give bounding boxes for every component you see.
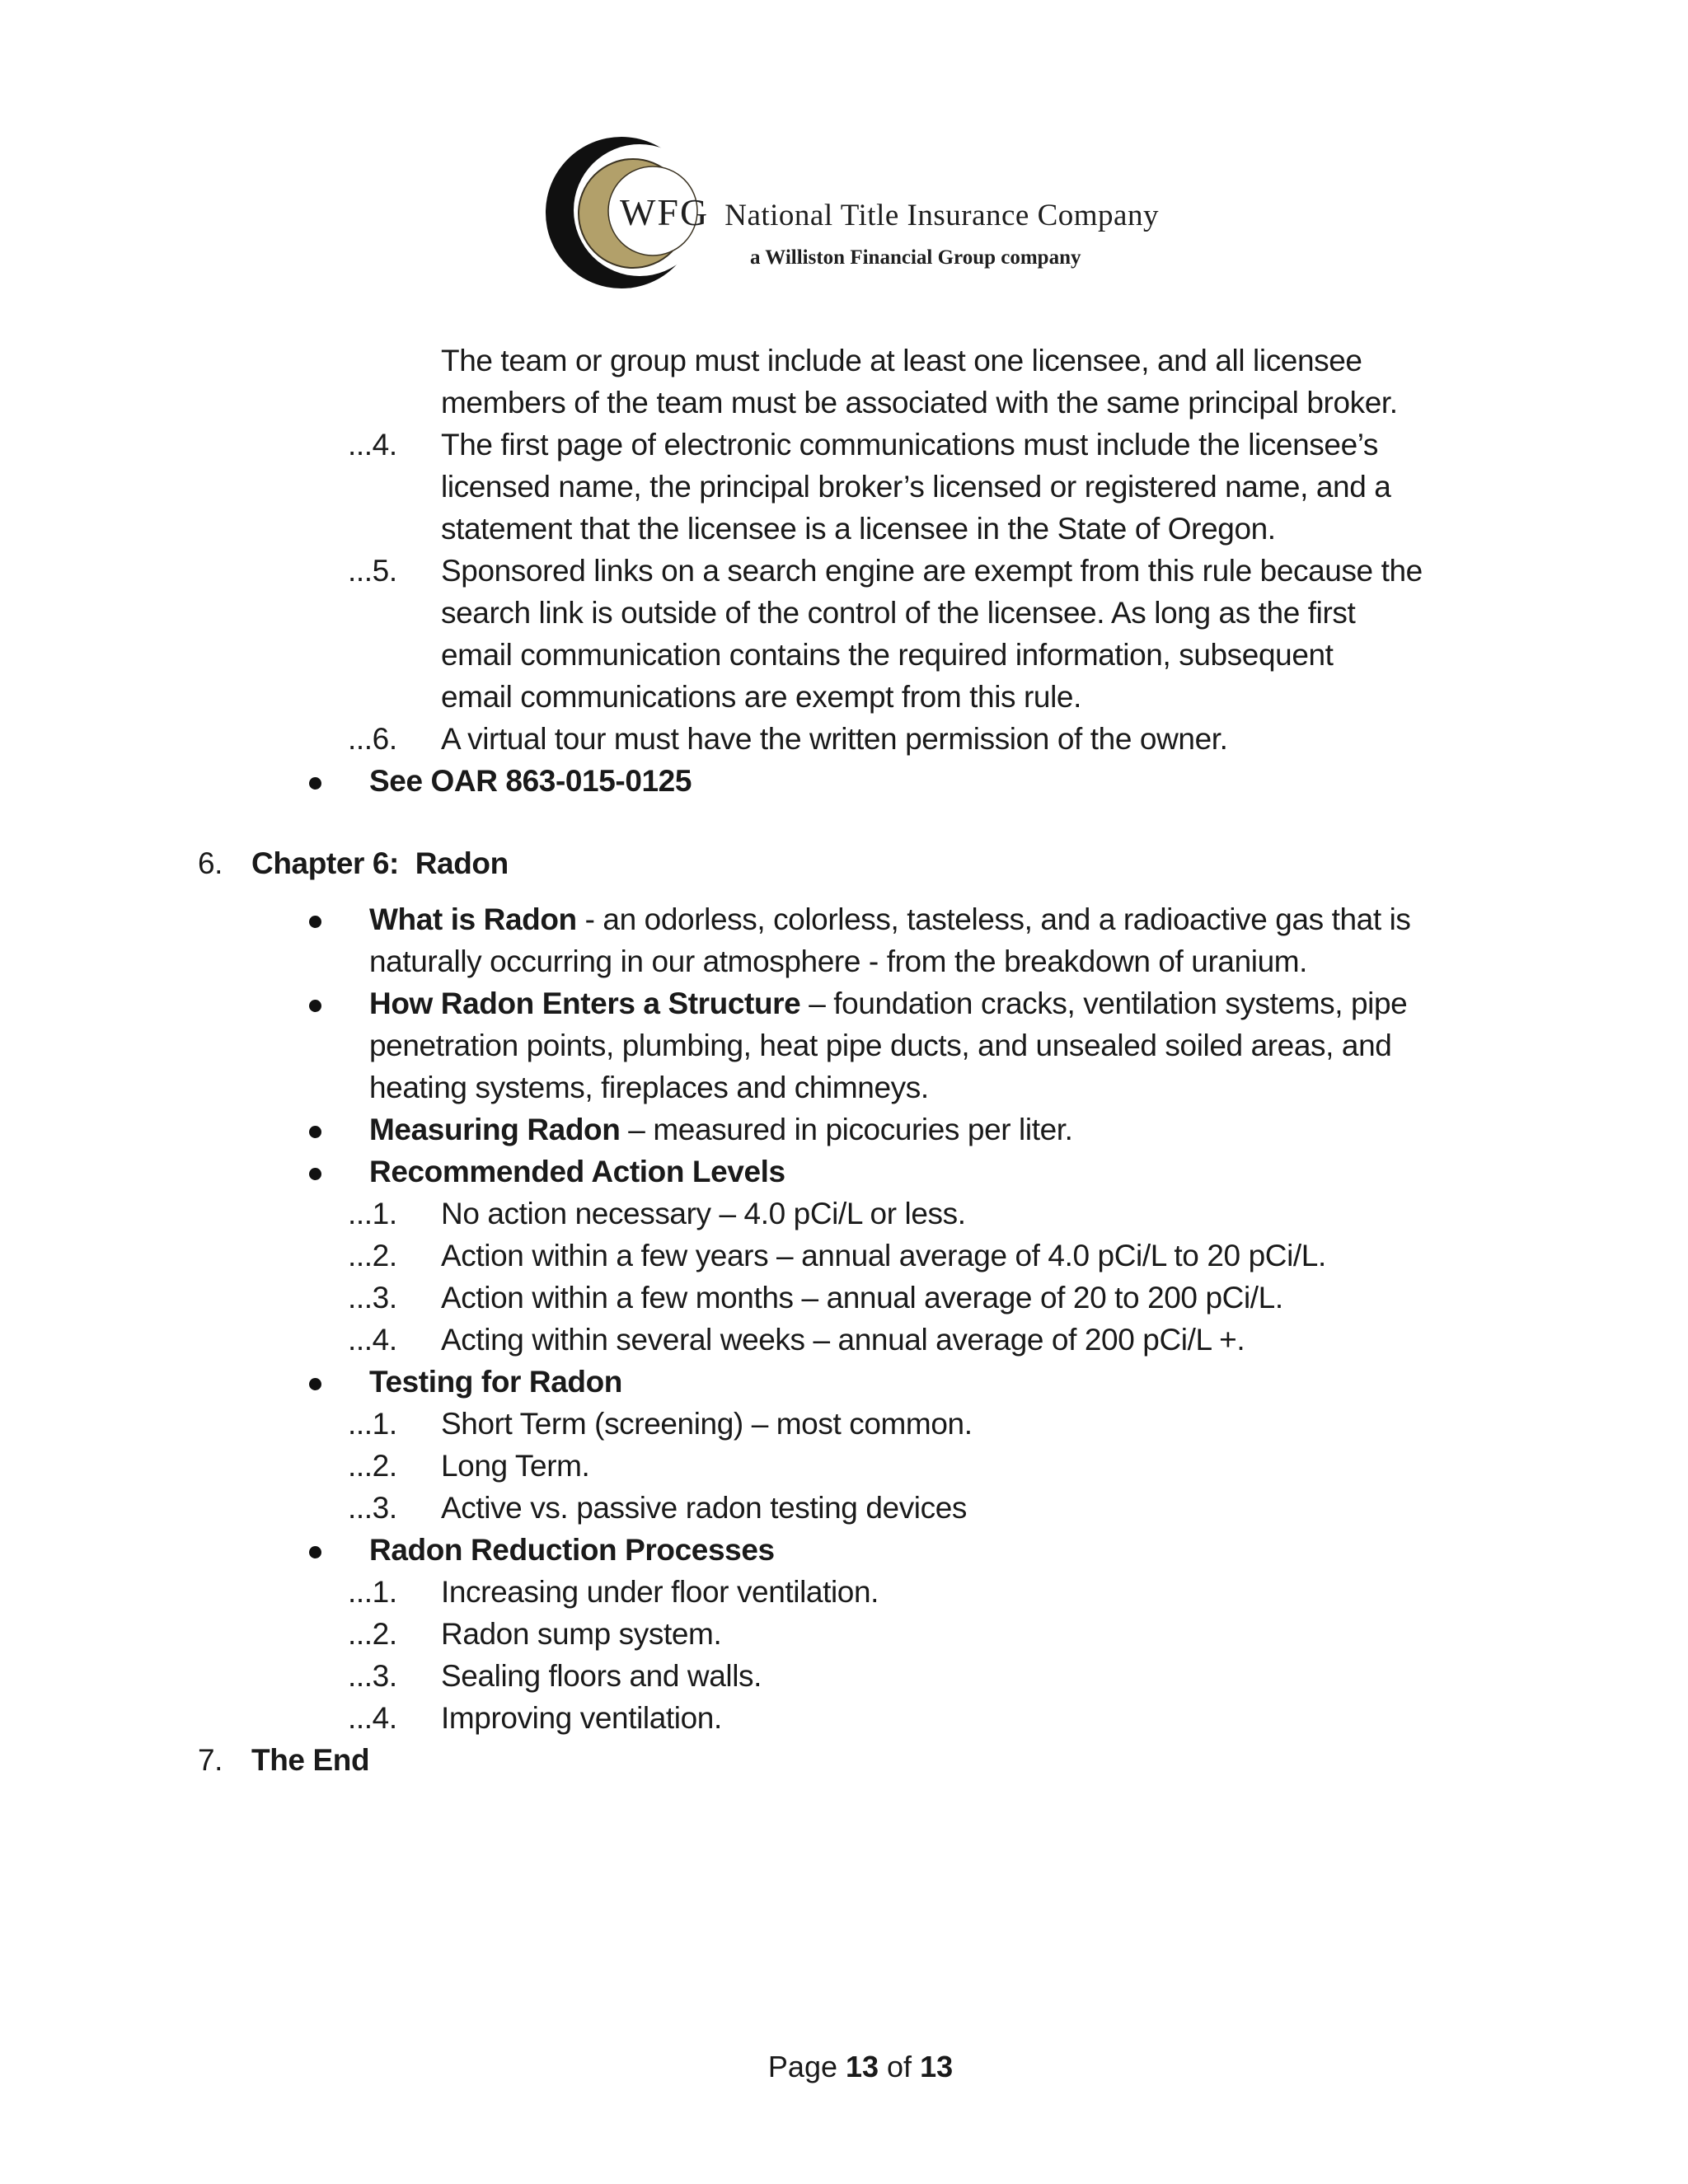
bullet-item [0,898,1688,940]
line-text: The team or group must include at least one licensee, and all licensee [441,344,1362,377]
numbered-item [0,424,1688,466]
item-number: ...2. [348,1449,397,1483]
bullet-icon [309,777,321,790]
wrapped-line [0,508,1688,550]
wrapped-line [0,382,1688,424]
line-text: How Radon Enters a Structure – foundation cracks, ventilation systems, pipe [369,987,1408,1020]
numbered-item [0,1655,1688,1697]
line-text: licensed name, the principal broker’s licensed or registered name, and a [441,470,1391,504]
footer-page-label: Page [767,2050,846,2083]
line-text: naturally occurring in our atmosphere - from the breakdown of uranium. [369,944,1308,978]
line-text: Acting within several weeks – annual average of 200 pCi/L +. [441,1323,1245,1357]
line-text: heating systems, fireplaces and chimneys. [369,1071,929,1104]
line-text: search link is outside of the control of the licensee. As long as the first [441,596,1356,630]
line-text: Increasing under floor ventilation. [441,1575,879,1609]
line-text: Radon sump system. [441,1617,722,1651]
chapter-title: Chapter 6: Radon [251,846,509,880]
line-text: penetration points, plumbing, heat pipe ducts, and unsealed soiled areas, and [369,1029,1392,1062]
numbered-item [0,1403,1688,1445]
numbered-item [0,1613,1688,1655]
item-number: ...6. [348,722,397,756]
line-text: Sealing floors and walls. [441,1659,762,1693]
item-number: ...4. [348,428,397,462]
line-text: What is Radon - an odorless, colorless, tasteless, and a radioactive gas that is [369,902,1411,936]
numbered-item [0,1277,1688,1319]
footer-of-label: of [879,2050,921,2083]
line-text: A virtual tour must have the written permission of the owner. [441,722,1228,756]
logo-text [620,191,1159,233]
wrapped-line [0,340,1688,382]
logo-company-name: National Title Insurance Company [724,199,1159,232]
page-footer [0,2013,1688,2121]
numbered-item [0,1193,1688,1235]
line-text: members of the team must be associated with the same principal broker. [441,386,1398,419]
numbered-item [0,1445,1688,1487]
line-text: email communications are exempt from this rule. [441,680,1081,714]
item-number: ...3. [348,1281,397,1315]
bullet-item [0,760,1688,802]
item-number: ...1. [348,1407,397,1441]
line-text: The first page of electronic communications must include the licensee’s [441,428,1378,462]
line-text: Long Term. [441,1449,590,1483]
wrapped-line [0,592,1688,634]
numbered-item [0,718,1688,760]
bullet-item [0,1151,1688,1193]
item-number: ...4. [348,1701,397,1735]
bullet-item [0,982,1688,1024]
wrapped-line [0,940,1688,982]
logo-subtitle: a Williston Financial Group company [750,246,1081,269]
line-text: Radon Reduction Processes [369,1533,775,1567]
bullet-icon [309,1168,321,1180]
footer-page-current: 13 [845,2050,879,2083]
line-text: Recommended Action Levels [369,1155,785,1188]
item-number: ...1. [348,1575,397,1609]
line-text: Short Term (screening) – most common. [441,1407,973,1441]
numbered-item [0,1697,1688,1739]
numbered-item [0,1571,1688,1613]
line-text: statement that the licensee is a licensee in the State of Oregon. [441,512,1276,546]
document-body [0,340,1688,1781]
bullet-icon [309,1378,321,1390]
line-text: email communication contains the required information, subsequent [441,638,1334,672]
line-text: Action within a few years – annual average of 4.0 pCi/L to 20 pCi/L. [441,1239,1326,1272]
wrapped-line [0,634,1688,676]
bullet-item [0,1529,1688,1571]
bullet-icon [309,1000,321,1012]
item-number: ...1. [348,1197,397,1230]
item-number: ...2. [348,1617,397,1651]
bullet-icon [309,1126,321,1138]
item-number: 6. [198,846,223,880]
bullet-item [0,1108,1688,1151]
logo-wfg-text: WFG [620,191,710,233]
item-number: ...3. [348,1491,397,1525]
bullet-icon [309,1546,321,1558]
line-text: No action necessary – 4.0 pCi/L or less. [441,1197,966,1230]
wrapped-line [0,1066,1688,1108]
chapter-heading [0,842,1688,884]
footer-page-total: 13 [920,2050,954,2083]
line-text: See OAR 863-015-0125 [369,764,692,798]
line-text: Active vs. passive radon testing devices [441,1491,967,1525]
item-number: ...2. [348,1239,397,1272]
line-text: Improving ventilation. [441,1701,722,1735]
item-number: ...5. [348,554,397,588]
wrapped-line [0,676,1688,718]
wrapped-line [0,1024,1688,1066]
bullet-icon [309,916,321,928]
wrapped-line [0,466,1688,508]
line-text: Sponsored links on a search engine are exempt from this rule because the [441,554,1423,588]
bullet-item [0,1361,1688,1403]
line-text: Action within a few months – annual average of 20 to 200 pCi/L. [441,1281,1283,1315]
numbered-item [0,1487,1688,1529]
item-number: ...4. [348,1323,397,1357]
line-text: Testing for Radon [369,1365,622,1399]
item-number: ...3. [348,1659,397,1693]
numbered-item [0,550,1688,592]
chapter-heading [0,1739,1688,1781]
item-number: 7. [198,1743,223,1777]
company-logo [537,125,1180,302]
chapter-title: The End [251,1743,370,1777]
numbered-item [0,1235,1688,1277]
numbered-item [0,1319,1688,1361]
line-text: Measuring Radon – measured in picocuries per liter. [369,1113,1073,1146]
